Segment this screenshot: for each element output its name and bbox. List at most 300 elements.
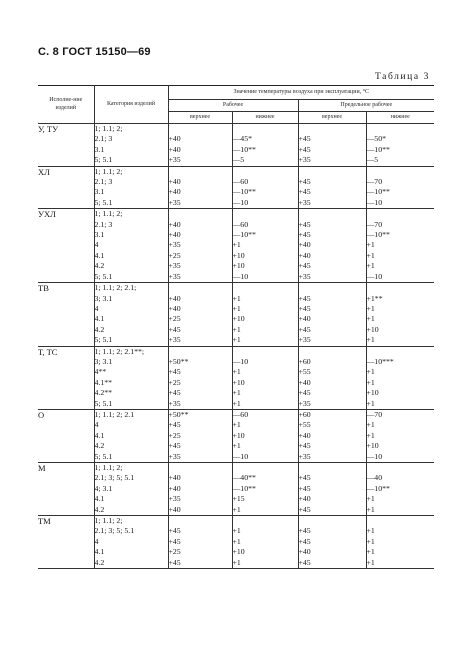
value-cell-working-upper: +40 — [168, 177, 232, 187]
version-cell: ТМ — [38, 516, 94, 527]
value-cell-limit-lower: +1** — [366, 293, 383, 303]
version-cell — [38, 261, 94, 271]
value-cell-limit-upper: +35 — [298, 198, 366, 209]
value-cell-limit-lower: —10 — [366, 271, 383, 281]
table-row — [38, 420, 434, 430]
column-header-limit-lower: нижнее — [366, 112, 434, 124]
table-row — [38, 240, 434, 250]
category-cell: 5; 5.1 — [94, 198, 168, 209]
version-cell: О — [38, 409, 94, 420]
value-cell-limit-lower: —70 — [366, 177, 383, 187]
category-cell: 1; 1.1; 2; — [94, 463, 168, 474]
value-cell-working-upper: +40 — [168, 484, 232, 494]
category-cell: 3.1 — [94, 230, 168, 240]
value-cell-working-upper: +45 — [168, 558, 232, 569]
value-cell-limit-lower: +1 — [366, 398, 375, 408]
value-cell-limit-lower: +10 — [366, 324, 379, 334]
category-cell: 4.2 — [94, 325, 168, 335]
value-cell-limit-upper — [298, 124, 366, 135]
table-row — [38, 261, 434, 271]
value-cell-limit-lower: +10 — [366, 388, 379, 398]
category-cell: 1; 1.1; 2; — [94, 209, 168, 220]
value-cell-working-lower: +15 — [232, 494, 298, 504]
value-cell-working-upper: +35 — [168, 452, 232, 463]
value-cell-working-lower — [232, 516, 298, 527]
value-cell-limit-upper: +45 — [298, 187, 366, 197]
value-cell-limit-upper: +45 — [298, 388, 366, 398]
value-cell-limit-lower — [366, 166, 434, 177]
value-cell-limit-lower: +1 — [366, 536, 375, 546]
table-row — [38, 537, 434, 547]
value-cell-limit-upper: +45 — [298, 230, 366, 240]
value-cell-limit-lower: +1 — [366, 314, 375, 324]
category-cell: 4** — [94, 367, 168, 377]
column-header-working-upper: верхнее — [168, 112, 232, 124]
value-cell-limit-upper: +60 — [298, 409, 366, 420]
page-header: С. 8 ГОСТ 15150—69 — [38, 46, 151, 58]
value-cell-working-upper: +35 — [168, 155, 232, 166]
value-cell-limit-upper: +45 — [298, 261, 366, 271]
table-row — [38, 187, 434, 197]
value-cell-working-upper: +50** — [168, 409, 232, 420]
value-cell-working-lower: +1 — [232, 558, 298, 569]
value-cell-limit-lower — [366, 463, 434, 474]
value-cell-working-lower — [232, 346, 298, 357]
category-cell: 2.1; 3 — [94, 220, 168, 230]
value-cell-working-upper: +25 — [168, 251, 232, 261]
category-cell: 1; 1.1; 2; 2.1 — [94, 409, 168, 420]
value-cell-limit-lower: —10** — [366, 144, 390, 154]
version-cell — [38, 155, 94, 166]
version-cell: ХЛ — [38, 166, 94, 177]
value-cell-working-lower: +10 — [232, 314, 298, 324]
table-row — [38, 198, 434, 209]
table-row — [38, 346, 434, 357]
value-cell-working-lower: +1 — [232, 294, 298, 304]
value-cell-limit-lower: +1 — [366, 494, 375, 504]
category-cell: 4.2 — [94, 441, 168, 451]
value-cell-working-lower: —5 — [232, 155, 298, 166]
value-cell-limit-lower: +1 — [366, 261, 375, 271]
value-cell-limit-lower: —10 — [366, 451, 383, 461]
value-cell-working-lower — [232, 209, 298, 220]
category-cell: 5; 5.1 — [94, 335, 168, 346]
value-cell-working-upper: +40 — [168, 230, 232, 240]
value-cell-working-upper: +45 — [168, 388, 232, 398]
category-cell: 4.1 — [94, 494, 168, 504]
version-cell: М — [38, 463, 94, 474]
value-cell-working-upper: +45 — [168, 537, 232, 547]
value-cell-limit-upper: +45 — [298, 484, 366, 494]
category-cell: 3.1 — [94, 187, 168, 197]
value-cell-working-upper: +35 — [168, 261, 232, 271]
table-row — [38, 304, 434, 314]
value-cell-limit-lower: +1 — [366, 526, 375, 536]
category-cell: 4.2 — [94, 558, 168, 569]
value-cell-working-lower: +10 — [232, 261, 298, 271]
table-row — [38, 558, 434, 569]
value-cell-working-upper: +35 — [168, 272, 232, 283]
category-cell: 4 — [94, 537, 168, 547]
value-cell-working-upper: +35 — [168, 335, 232, 346]
table-row — [38, 409, 434, 420]
value-cell-working-lower: +1 — [232, 505, 298, 516]
value-cell-working-upper: +45 — [168, 367, 232, 377]
value-cell-working-upper: +25 — [168, 547, 232, 557]
category-cell: 5; 5.1 — [94, 155, 168, 166]
version-cell — [38, 388, 94, 398]
category-cell: 4.2 — [94, 261, 168, 271]
column-header-category: Категория изделий — [94, 86, 168, 124]
table-row — [38, 314, 434, 324]
version-cell — [38, 441, 94, 451]
version-cell — [38, 452, 94, 463]
category-cell: 1; 1.1; 2; 2.1**; — [94, 346, 168, 357]
category-cell: 1; 1.1; 2; — [94, 166, 168, 177]
value-cell-limit-lower: —10** — [366, 483, 390, 493]
value-cell-limit-upper: +35 — [298, 155, 366, 166]
value-cell-limit-upper: +35 — [298, 399, 366, 410]
value-cell-limit-lower: +1 — [366, 558, 434, 569]
value-cell-limit-upper — [298, 166, 366, 177]
value-cell-working-lower: —10** — [232, 230, 298, 240]
value-cell-working-upper: +35 — [168, 494, 232, 504]
value-cell-working-lower: —10 — [232, 452, 298, 463]
table-row — [38, 452, 434, 463]
version-cell — [38, 145, 94, 155]
value-cell-limit-lower — [366, 516, 434, 527]
value-cell-limit-upper: +45 — [298, 325, 366, 335]
value-cell-working-lower: +1 — [232, 420, 298, 430]
value-cell-working-lower: +10 — [232, 378, 298, 388]
value-cell-working-lower: —60 — [232, 177, 298, 187]
value-cell-limit-upper: +45 — [298, 526, 366, 536]
table-row — [38, 505, 434, 516]
value-cell-limit-upper: +40 — [298, 378, 366, 388]
value-cell-limit-lower: +1 — [366, 335, 375, 345]
value-cell-working-upper: +35 — [168, 240, 232, 250]
value-cell-working-upper — [168, 283, 232, 294]
table-row — [38, 209, 434, 220]
value-cell-working-lower — [232, 283, 298, 294]
value-cell-limit-upper: +40 — [298, 240, 366, 250]
value-cell-working-lower: +1 — [232, 367, 298, 377]
table-row — [38, 463, 434, 474]
version-cell — [38, 420, 94, 430]
category-cell: 2.1; 3; 5; 5.1 — [94, 473, 168, 483]
category-cell: 5; 5.1 — [94, 272, 168, 283]
version-cell — [38, 251, 94, 261]
version-cell — [38, 335, 94, 346]
value-cell-working-upper: +40 — [168, 134, 232, 144]
version-cell — [38, 558, 94, 569]
table-row — [38, 220, 434, 230]
category-cell: 4.1 — [94, 547, 168, 557]
value-cell-limit-lower: +10 — [366, 441, 379, 451]
value-cell-limit-lower — [366, 124, 434, 135]
value-cell-working-upper: +40 — [168, 473, 232, 483]
table-row — [38, 124, 434, 135]
value-cell-working-upper — [168, 463, 232, 474]
category-cell: 4.1 — [94, 251, 168, 261]
category-cell: 5; 5.1 — [94, 399, 168, 410]
table-row — [38, 441, 434, 451]
value-cell-limit-upper: +40 — [298, 547, 366, 557]
category-cell: 2.1; 3 — [94, 134, 168, 144]
value-cell-working-lower: +10 — [232, 547, 298, 557]
value-cell-working-lower: +1 — [232, 388, 298, 398]
value-cell-working-upper: +40 — [168, 294, 232, 304]
version-cell — [38, 378, 94, 388]
value-cell-working-lower: —40** — [232, 473, 298, 483]
category-cell: 4; 3.1 — [94, 484, 168, 494]
climate-temperature-table — [38, 85, 434, 569]
version-cell — [38, 367, 94, 377]
version-cell — [38, 240, 94, 250]
value-cell-limit-lower: +1 — [366, 303, 375, 313]
version-cell — [38, 473, 94, 483]
value-cell-working-lower: +1 — [232, 304, 298, 314]
value-cell-working-upper — [168, 346, 232, 357]
version-cell — [38, 230, 94, 240]
value-cell-limit-upper: +45 — [298, 294, 366, 304]
value-cell-limit-upper — [298, 463, 366, 474]
value-cell-limit-upper: +45 — [298, 145, 366, 155]
value-cell-limit-upper: +60 — [298, 357, 366, 367]
value-cell-working-lower: —60 — [232, 409, 298, 420]
category-cell: 2.1; 3 — [94, 177, 168, 187]
category-cell: 1; 1.1; 2; — [94, 124, 168, 135]
value-cell-working-upper: +40 — [168, 187, 232, 197]
value-cell-limit-upper: +45 — [298, 473, 366, 483]
version-cell — [38, 220, 94, 230]
value-cell-limit-upper: +45 — [298, 558, 366, 569]
category-cell: 3; 3.1 — [94, 294, 168, 304]
value-cell-working-lower: +10 — [232, 431, 298, 441]
value-cell-working-upper: +35 — [168, 399, 232, 410]
table-row — [38, 367, 434, 377]
version-cell — [38, 177, 94, 187]
version-cell — [38, 272, 94, 283]
value-cell-working-lower: —10 — [232, 357, 298, 367]
value-cell-working-lower: —10** — [232, 484, 298, 494]
version-cell — [38, 494, 94, 504]
category-cell: 4 — [94, 304, 168, 314]
value-cell-limit-lower: —10** — [366, 187, 390, 197]
value-cell-limit-lower: —70 — [366, 409, 434, 420]
table-row — [38, 335, 434, 346]
table-row — [38, 473, 434, 483]
value-cell-limit-upper: +35 — [298, 335, 366, 346]
version-cell — [38, 484, 94, 494]
value-cell-working-upper — [168, 516, 232, 527]
value-cell-limit-lower — [366, 209, 434, 220]
table-row — [38, 166, 434, 177]
value-cell-working-upper: +45 — [168, 420, 232, 430]
table-row — [38, 399, 434, 410]
version-cell — [38, 187, 94, 197]
table-row — [38, 145, 434, 155]
value-cell-working-lower: +1 — [232, 335, 298, 346]
value-cell-limit-lower: +1 — [366, 367, 375, 377]
category-cell: 3.1 — [94, 145, 168, 155]
category-cell: 4.2 — [94, 505, 168, 516]
table-caption: Таблица 3 — [374, 72, 430, 82]
value-cell-working-upper: +25 — [168, 314, 232, 324]
value-cell-working-upper: +40 — [168, 220, 232, 230]
value-cell-limit-upper: +35 — [298, 272, 366, 283]
value-cell-limit-upper: +45 — [298, 505, 366, 516]
column-header-working-lower: нижнее — [232, 112, 298, 124]
version-cell — [38, 431, 94, 441]
value-cell-limit-upper: +45 — [298, 220, 366, 230]
table-row — [38, 283, 434, 294]
version-cell: У, ТУ — [38, 124, 94, 135]
value-cell-working-upper — [168, 124, 232, 135]
category-cell: 5; 5.1 — [94, 452, 168, 463]
value-cell-working-upper: +45 — [168, 325, 232, 335]
table-row — [38, 516, 434, 527]
category-cell: 2.1; 3; 5; 5.1 — [94, 526, 168, 536]
value-cell-working-upper: +35 — [168, 198, 232, 209]
value-cell-limit-lower: —70 — [366, 219, 383, 229]
version-cell — [38, 198, 94, 209]
value-cell-limit-lower: —50* — [366, 134, 386, 144]
value-cell-working-lower — [232, 463, 298, 474]
value-cell-working-lower: +1 — [232, 441, 298, 451]
value-cell-limit-lower: —5 — [366, 155, 379, 165]
value-cell-working-lower: +1 — [232, 526, 298, 536]
value-cell-working-lower: +1 — [232, 537, 298, 547]
value-cell-limit-lower: +1 — [366, 504, 375, 514]
value-cell-limit-upper — [298, 516, 366, 527]
value-cell-working-lower: —60 — [232, 220, 298, 230]
value-cell-working-lower — [232, 124, 298, 135]
category-cell: 4.2** — [94, 388, 168, 398]
value-cell-working-lower: +1 — [232, 325, 298, 335]
value-cell-working-upper — [168, 209, 232, 220]
column-header-limit-upper: верхнее — [298, 112, 366, 124]
version-cell — [38, 314, 94, 324]
table-row — [38, 547, 434, 557]
table-row — [38, 177, 434, 187]
value-cell-limit-upper: +55 — [298, 367, 366, 377]
value-cell-working-lower: +1 — [232, 399, 298, 410]
table-row — [38, 325, 434, 335]
version-cell — [38, 526, 94, 536]
value-cell-limit-upper — [298, 283, 366, 294]
column-header-air-temperature: Значение температуры воздуха при эксплуатации, °С — [168, 86, 434, 100]
value-cell-working-lower — [232, 166, 298, 177]
value-cell-working-lower: —10 — [232, 198, 298, 209]
value-cell-limit-lower — [366, 283, 434, 294]
value-cell-working-upper: +25 — [168, 431, 232, 441]
value-cell-working-upper: +40 — [168, 304, 232, 314]
value-cell-working-lower: —10 — [232, 272, 298, 283]
value-cell-limit-upper: +45 — [298, 537, 366, 547]
value-cell-working-lower: —10** — [232, 145, 298, 155]
table-row — [38, 230, 434, 240]
value-cell-limit-upper: +40 — [298, 494, 366, 504]
version-cell — [38, 357, 94, 367]
table-row — [38, 134, 434, 144]
version-cell — [38, 304, 94, 314]
value-cell-limit-lower: +1 — [366, 240, 375, 250]
value-cell-limit-upper: +40 — [298, 251, 366, 261]
value-cell-limit-upper: +45 — [298, 304, 366, 314]
value-cell-working-upper: +25 — [168, 378, 232, 388]
version-cell — [38, 294, 94, 304]
table-row — [38, 294, 434, 304]
category-cell: 4 — [94, 240, 168, 250]
table-row — [38, 526, 434, 536]
version-cell — [38, 325, 94, 335]
version-cell — [38, 547, 94, 557]
table-row — [38, 484, 434, 494]
version-cell — [38, 399, 94, 410]
value-cell-working-upper — [168, 166, 232, 177]
version-cell — [38, 537, 94, 547]
table-row — [38, 155, 434, 166]
value-cell-limit-lower: +1 — [366, 420, 375, 430]
value-cell-working-lower: +10 — [232, 251, 298, 261]
table-row — [38, 378, 434, 388]
version-cell — [38, 505, 94, 516]
value-cell-working-upper: +45 — [168, 526, 232, 536]
value-cell-limit-upper: +45 — [298, 134, 366, 144]
value-cell-limit-upper: +40 — [298, 431, 366, 441]
version-cell — [38, 134, 94, 144]
value-cell-limit-upper — [298, 209, 366, 220]
value-cell-limit-upper: +40 — [298, 314, 366, 324]
value-cell-limit-lower: +1 — [366, 547, 375, 557]
value-cell-working-upper: +40 — [168, 145, 232, 155]
value-cell-working-upper: +45 — [168, 441, 232, 451]
value-cell-limit-upper: +35 — [298, 452, 366, 463]
category-cell: 3; 3.1 — [94, 357, 168, 367]
value-cell-limit-lower: —40 — [366, 473, 383, 483]
value-cell-working-upper: +50** — [168, 357, 232, 367]
category-cell: 1; 1.1; 2; — [94, 516, 168, 527]
value-cell-limit-lower: —10*** — [366, 356, 394, 366]
value-cell-limit-upper: +55 — [298, 420, 366, 430]
category-cell: 1; 1.1; 2; 2.1; — [94, 283, 168, 294]
value-cell-limit-upper: +45 — [298, 177, 366, 187]
category-cell: 4.1 — [94, 431, 168, 441]
column-header-version: Исполне-ние изделий — [38, 86, 94, 124]
value-cell-limit-lower — [366, 346, 434, 357]
table-row — [38, 494, 434, 504]
table-row — [38, 272, 434, 283]
table-row — [38, 388, 434, 398]
column-header-limit-working: Предельное рабочее — [298, 100, 434, 112]
value-cell-working-lower: —45* — [232, 134, 298, 144]
value-cell-working-lower: —10** — [232, 187, 298, 197]
value-cell-limit-lower: —10** — [366, 230, 390, 240]
table-row — [38, 431, 434, 441]
table-row — [38, 251, 434, 261]
value-cell-working-lower: +1 — [232, 240, 298, 250]
category-cell: 4.1** — [94, 378, 168, 388]
version-cell: УХЛ — [38, 209, 94, 220]
value-cell-limit-lower: +1 — [366, 377, 375, 387]
table-row — [38, 357, 434, 367]
version-cell: Т, ТС — [38, 346, 94, 357]
category-cell: 4.1 — [94, 314, 168, 324]
table-body — [38, 124, 434, 569]
version-cell: ТВ — [38, 283, 94, 294]
value-cell-limit-upper: +45 — [298, 441, 366, 451]
